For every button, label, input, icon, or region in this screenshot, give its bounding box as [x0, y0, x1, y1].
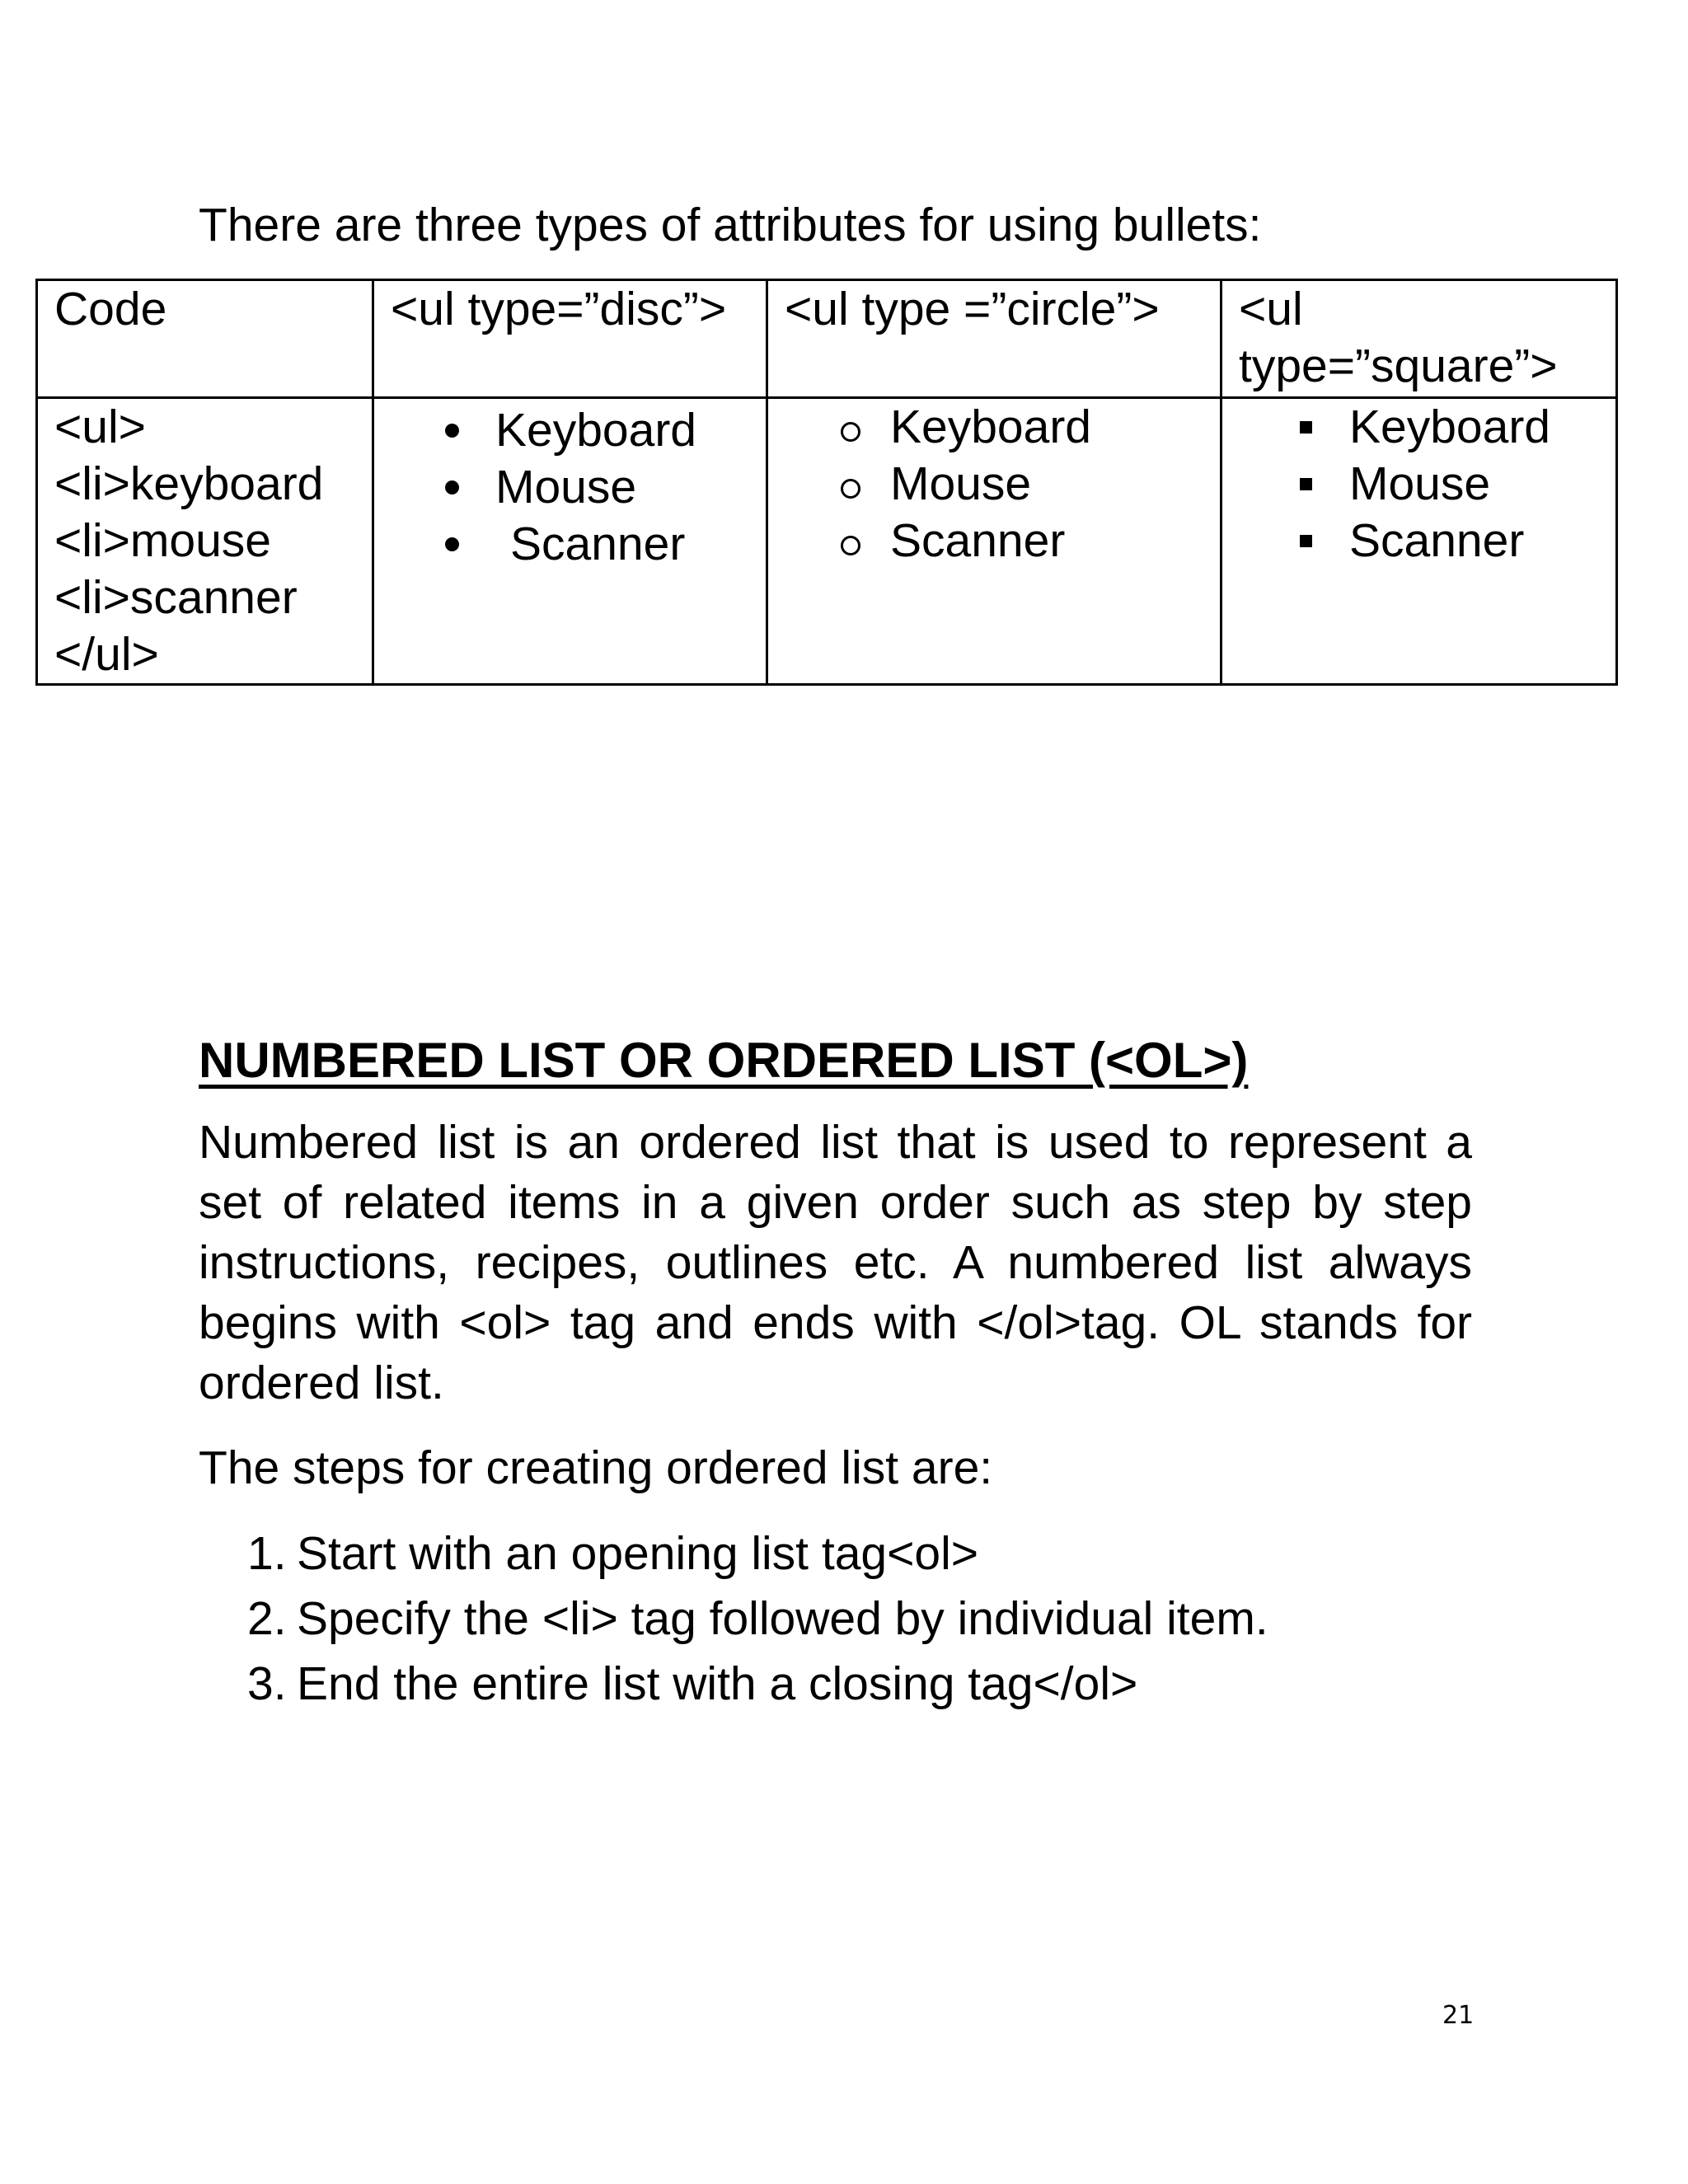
circle-example-cell	[767, 398, 1221, 685]
header-square-label: <ul type=”square”>	[1239, 283, 1558, 392]
section-paragraph: Numbered list is an ordered list that is used to represent a set of related items in a given order such as step by step instructions, recipes, outlines etc. A numbered list always begins with <ol> tag and ends with </ol>tag. OL stands for ordered list.	[199, 1116, 1472, 1409]
circle-bullet-icon	[841, 422, 860, 442]
table-header-row	[37, 280, 1617, 398]
list-item	[247, 1652, 1268, 1717]
list-item	[247, 1521, 1268, 1586]
list-item	[841, 399, 1220, 456]
list-item	[445, 459, 766, 516]
steps-list	[247, 1521, 1268, 1717]
step-text: End the entire list with a closing tag</ol>	[297, 1657, 1138, 1710]
code-line: </ul>	[54, 628, 159, 681]
step-number: 2.	[247, 1592, 287, 1645]
step-text: Start with an opening list tag<ol>	[297, 1527, 979, 1580]
steps-intro-text: The steps for creating ordered list are:	[199, 1441, 993, 1494]
list-item-label: Scanner	[510, 518, 686, 570]
list-item-label: Scanner	[890, 514, 1066, 567]
list-item	[841, 456, 1220, 513]
header-circle-label: <ul type =”circle”>	[785, 283, 1160, 335]
disc-example-cell	[373, 398, 767, 685]
header-disc-label: <ul type=”disc”>	[391, 283, 727, 335]
list-item	[1300, 513, 1615, 569]
square-example-cell	[1221, 398, 1617, 685]
page-number: 21	[1442, 2001, 1475, 2030]
step-number: 3.	[247, 1657, 287, 1710]
list-item	[1300, 456, 1615, 513]
list-item	[445, 402, 766, 459]
list-item-label: Mouse	[1349, 457, 1491, 510]
list-item	[445, 516, 766, 573]
list-item-label: Mouse	[495, 461, 637, 513]
code-cell	[37, 398, 373, 685]
list-item-label: Mouse	[890, 457, 1032, 510]
circle-bullet-list	[785, 399, 1220, 569]
step-number: 1.	[247, 1527, 287, 1580]
disc-bullet-icon	[445, 480, 459, 494]
list-item	[247, 1586, 1268, 1652]
list-item	[841, 513, 1220, 569]
list-item-label: Scanner	[1349, 514, 1525, 567]
list-item-label: Keyboard	[495, 404, 697, 457]
code-line: <ul>	[54, 401, 146, 453]
header-code-label: Code	[54, 283, 167, 335]
header-cell-circle	[767, 280, 1221, 398]
section-heading: NUMBERED LIST OR ORDERED LIST (<OL>)	[199, 1033, 1249, 1088]
header-cell-disc	[373, 280, 767, 398]
square-bullet-icon	[1300, 421, 1312, 434]
disc-bullet-icon	[445, 537, 459, 551]
header-cell-square	[1221, 280, 1617, 398]
code-line: <li>mouse	[54, 514, 271, 567]
list-item-label: Keyboard	[890, 401, 1092, 453]
circle-bullet-icon	[841, 536, 860, 555]
circle-bullet-icon	[841, 479, 860, 499]
bullet-types-table	[35, 279, 1618, 686]
header-cell-code	[37, 280, 373, 398]
square-bullet-icon	[1300, 535, 1312, 547]
code-line: <li>scanner	[54, 571, 298, 624]
square-bullet-icon	[1300, 478, 1312, 490]
intro-text: There are three types of attributes for using bullets:	[199, 199, 1262, 251]
square-bullet-list	[1239, 399, 1615, 569]
step-text: Specify the <li> tag followed by individual item.	[297, 1592, 1268, 1645]
disc-bullet-icon	[445, 424, 459, 438]
list-item	[1300, 399, 1615, 456]
list-item-label: Keyboard	[1349, 401, 1551, 453]
table-body-row	[37, 398, 1617, 685]
disc-bullet-list	[391, 399, 766, 573]
code-line: <li>keyboard	[54, 457, 324, 510]
